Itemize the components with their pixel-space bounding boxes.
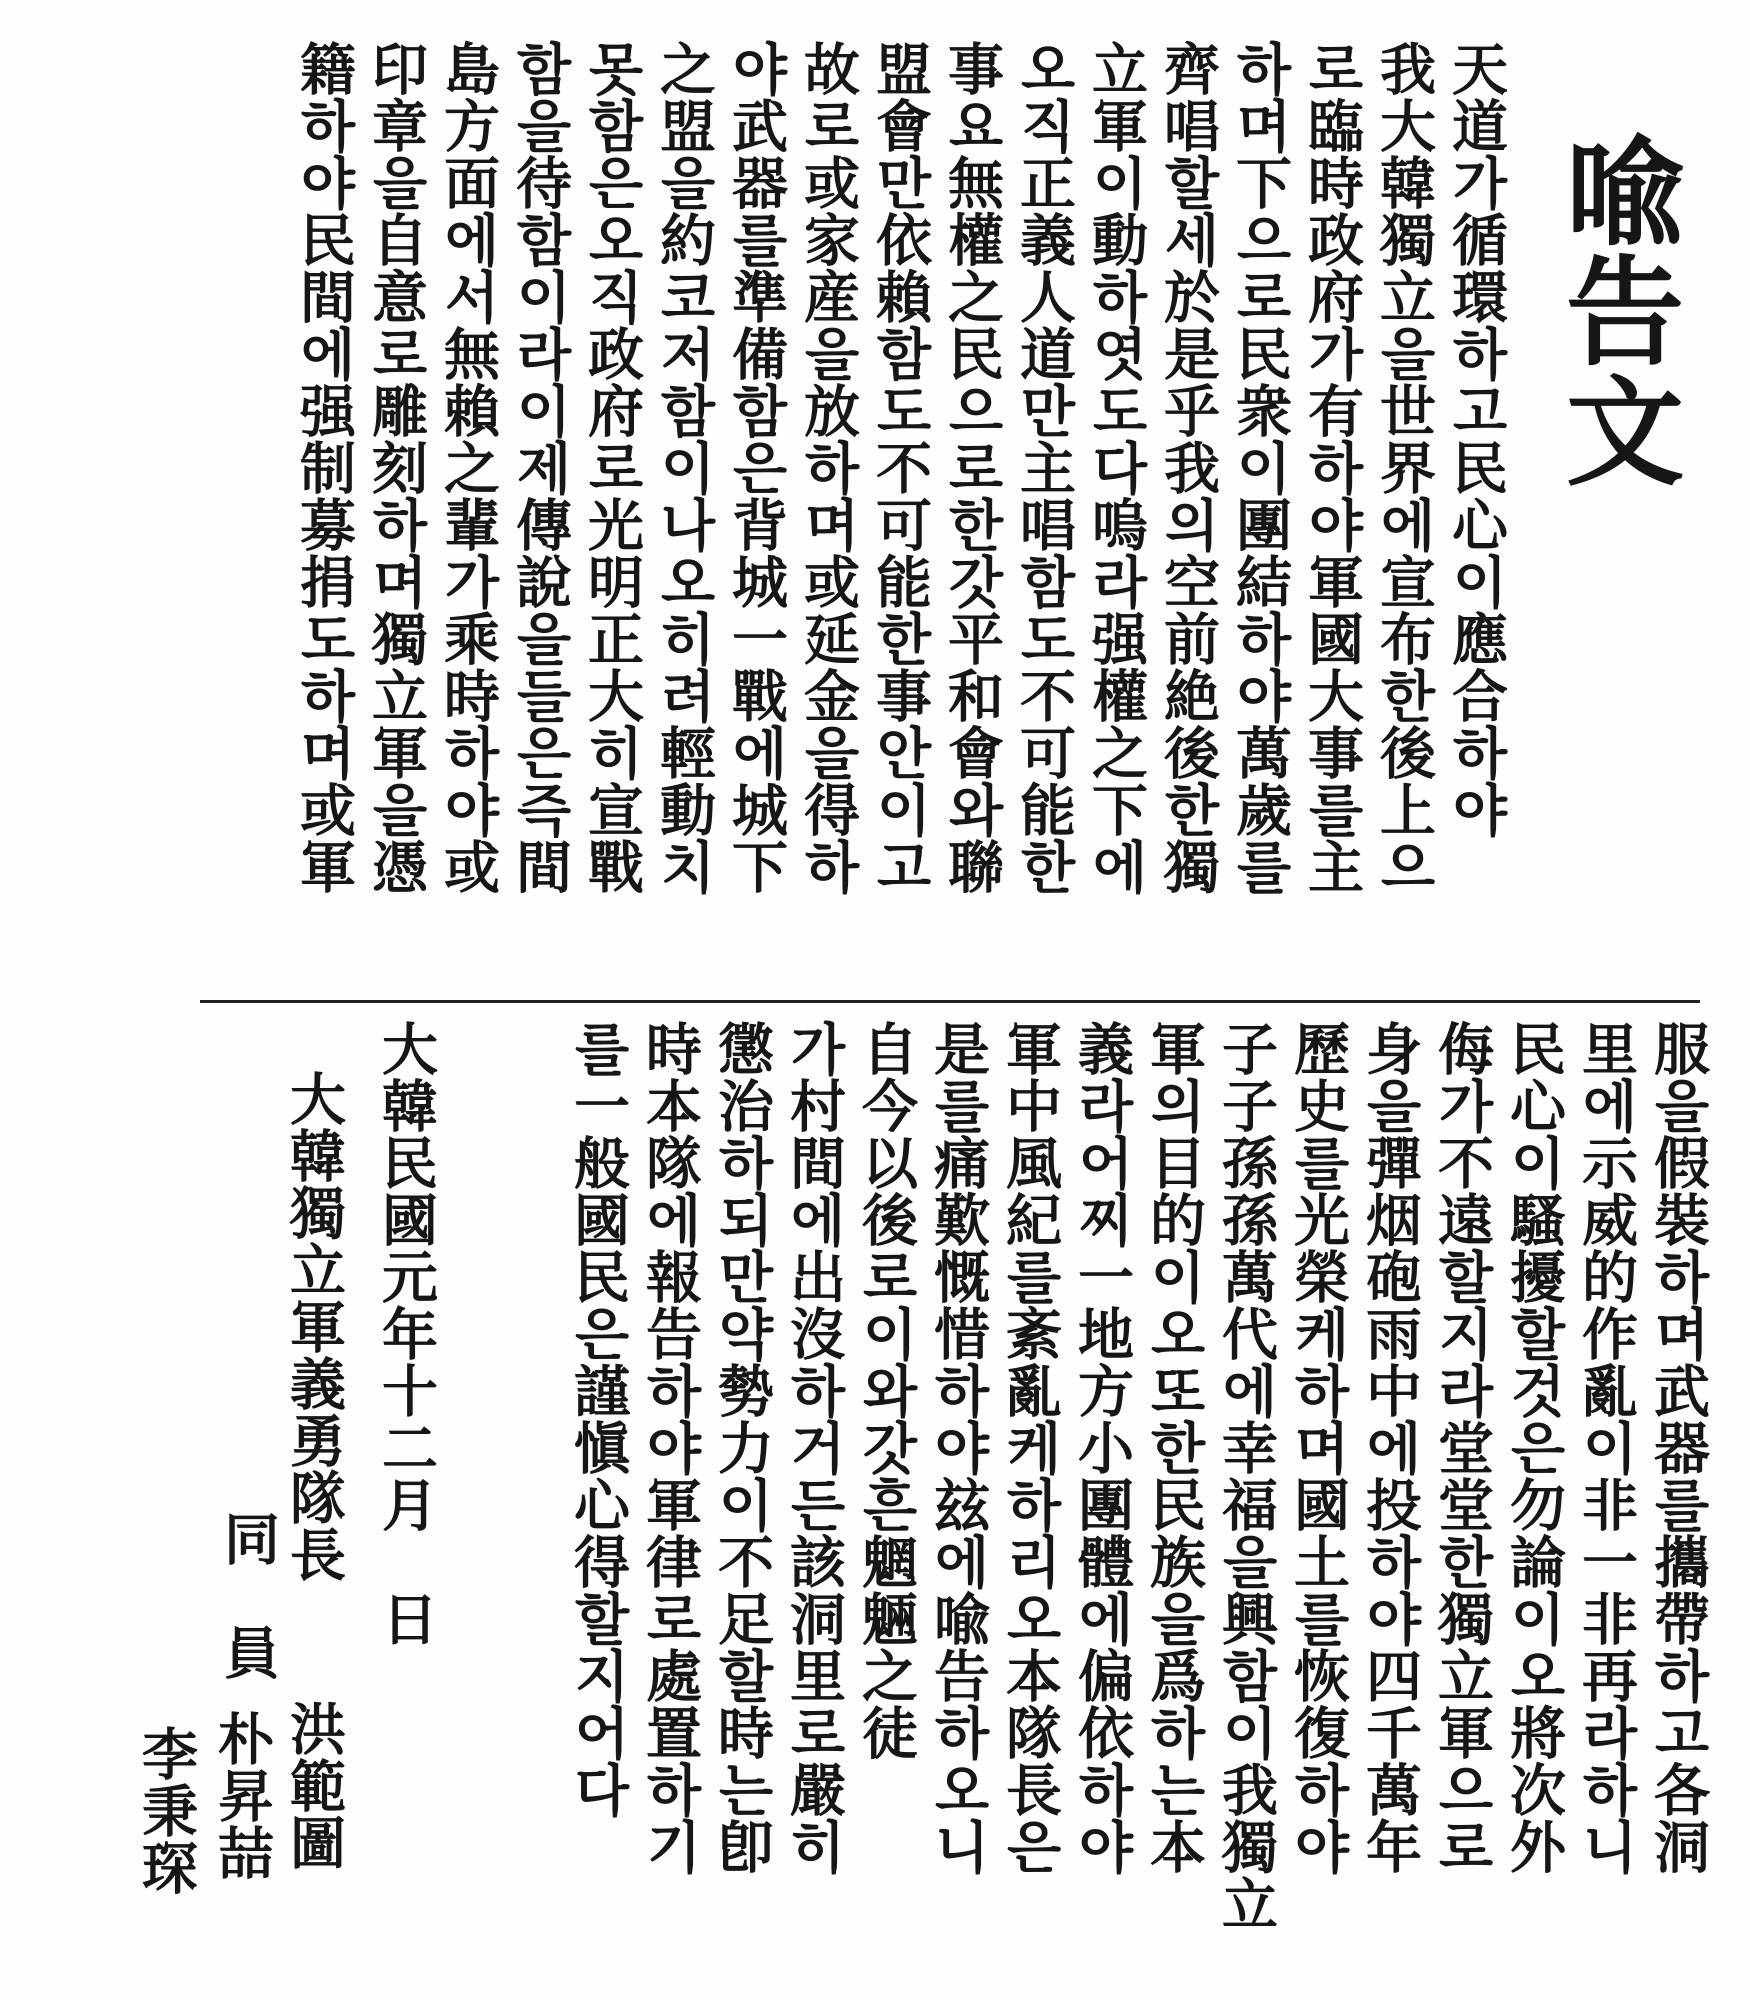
upper-column: 立軍이動하엿도다嗚라强權之下에 [1083, 40, 1149, 895]
lower-column: 時本隊에報告하야軍律로處置하기 [637, 1020, 703, 1875]
signature-name: 李秉琛 [133, 1725, 199, 1896]
signature-member-label: 同 員 [215, 1510, 281, 1681]
document-title: 喩告文 [1546, 130, 1684, 490]
upper-column: 我大韓獨立을世界에宣布한後上으 [1371, 40, 1437, 895]
lower-column: 自今以後로이와갓흔魍魎之徒 [853, 1020, 919, 1761]
signature-name: 洪範圖 [281, 1700, 347, 1871]
upper-column: 야武器를準備함은背城一戰에城下 [723, 40, 789, 895]
signature-title: 大韓獨立軍義勇隊長 [281, 1070, 347, 1583]
upper-column: 齊唱할세於是乎我의空前絶後한獨 [1155, 40, 1221, 895]
lower-column: 軍의目的이오또한民族을爲하는本 [1141, 1020, 1207, 1875]
signature-name: 朴昇喆 [209, 1710, 275, 1881]
lower-column: 歷史를光榮케하며國土를恢復하야 [1285, 1020, 1351, 1875]
upper-column: 함을待함이라이제傳說을들은즉間 [507, 40, 573, 895]
lower-column: 를一般國民은謹愼心得할지어다 [565, 1020, 631, 1818]
upper-column: 天道가循環하고民心이應合하야 [1443, 40, 1509, 838]
lower-column: 是를痛歎慨惜하야玆에喩告하오니 [925, 1020, 991, 1875]
lower-column: 服을假裝하며武器를攜帶하고各洞 [1645, 1020, 1711, 1875]
upper-column: 못함은오직政府로光明正大히宣戰 [579, 40, 645, 895]
date-line: 大韓民國元年十二月 日 [373, 1020, 439, 1647]
upper-column: 오직正義人道만主唱함도不可能한 [1011, 40, 1077, 895]
lower-column: 里에示威的作亂이非一非再라하니 [1573, 1020, 1639, 1875]
upper-column: 事요無權之民으로한갓平和會와聯 [939, 40, 1005, 895]
lower-column: 民心이騷擾할것은勿論이오將次外 [1501, 1020, 1567, 1875]
lower-column: 가村間에出沒하거든該洞里로嚴히 [781, 1020, 847, 1875]
lower-column: 身을彈烟砲雨中에投하야四千萬年 [1357, 1020, 1423, 1875]
lower-column: 懲治하되만약勢力이不足할時는卽 [709, 1020, 775, 1875]
upper-column: 盟會만依賴함도不可能한事안이고 [867, 40, 933, 895]
upper-column: 島方面에서無賴之輩가乘時하야或 [435, 40, 501, 895]
lower-column: 軍中風紀를紊亂케하리오本隊長은 [997, 1020, 1063, 1875]
upper-column: 印章을自意로雕刻하며獨立軍을憑 [363, 40, 429, 895]
lower-column: 侮가不遠할지라堂堂한獨立軍으로 [1429, 1020, 1495, 1875]
upper-column: 故로或家産을放하며或延金을得하 [795, 40, 861, 895]
section-divider [200, 1000, 1700, 1003]
lower-column: 義라어찌一地方小團體에偏依하야 [1069, 1020, 1135, 1875]
upper-column: 하며下으로民衆이團結하야萬歲를 [1227, 40, 1293, 895]
lower-column: 子子孫孫萬代에幸福을興함이我獨立 [1213, 1020, 1279, 1932]
upper-column: 로臨時政府가有하야軍國大事를主 [1299, 40, 1365, 895]
upper-column: 籍하야民間에强制募捐도하며或軍 [291, 40, 357, 895]
upper-column: 之盟을約코저함이나오히려輕動치 [651, 40, 717, 895]
